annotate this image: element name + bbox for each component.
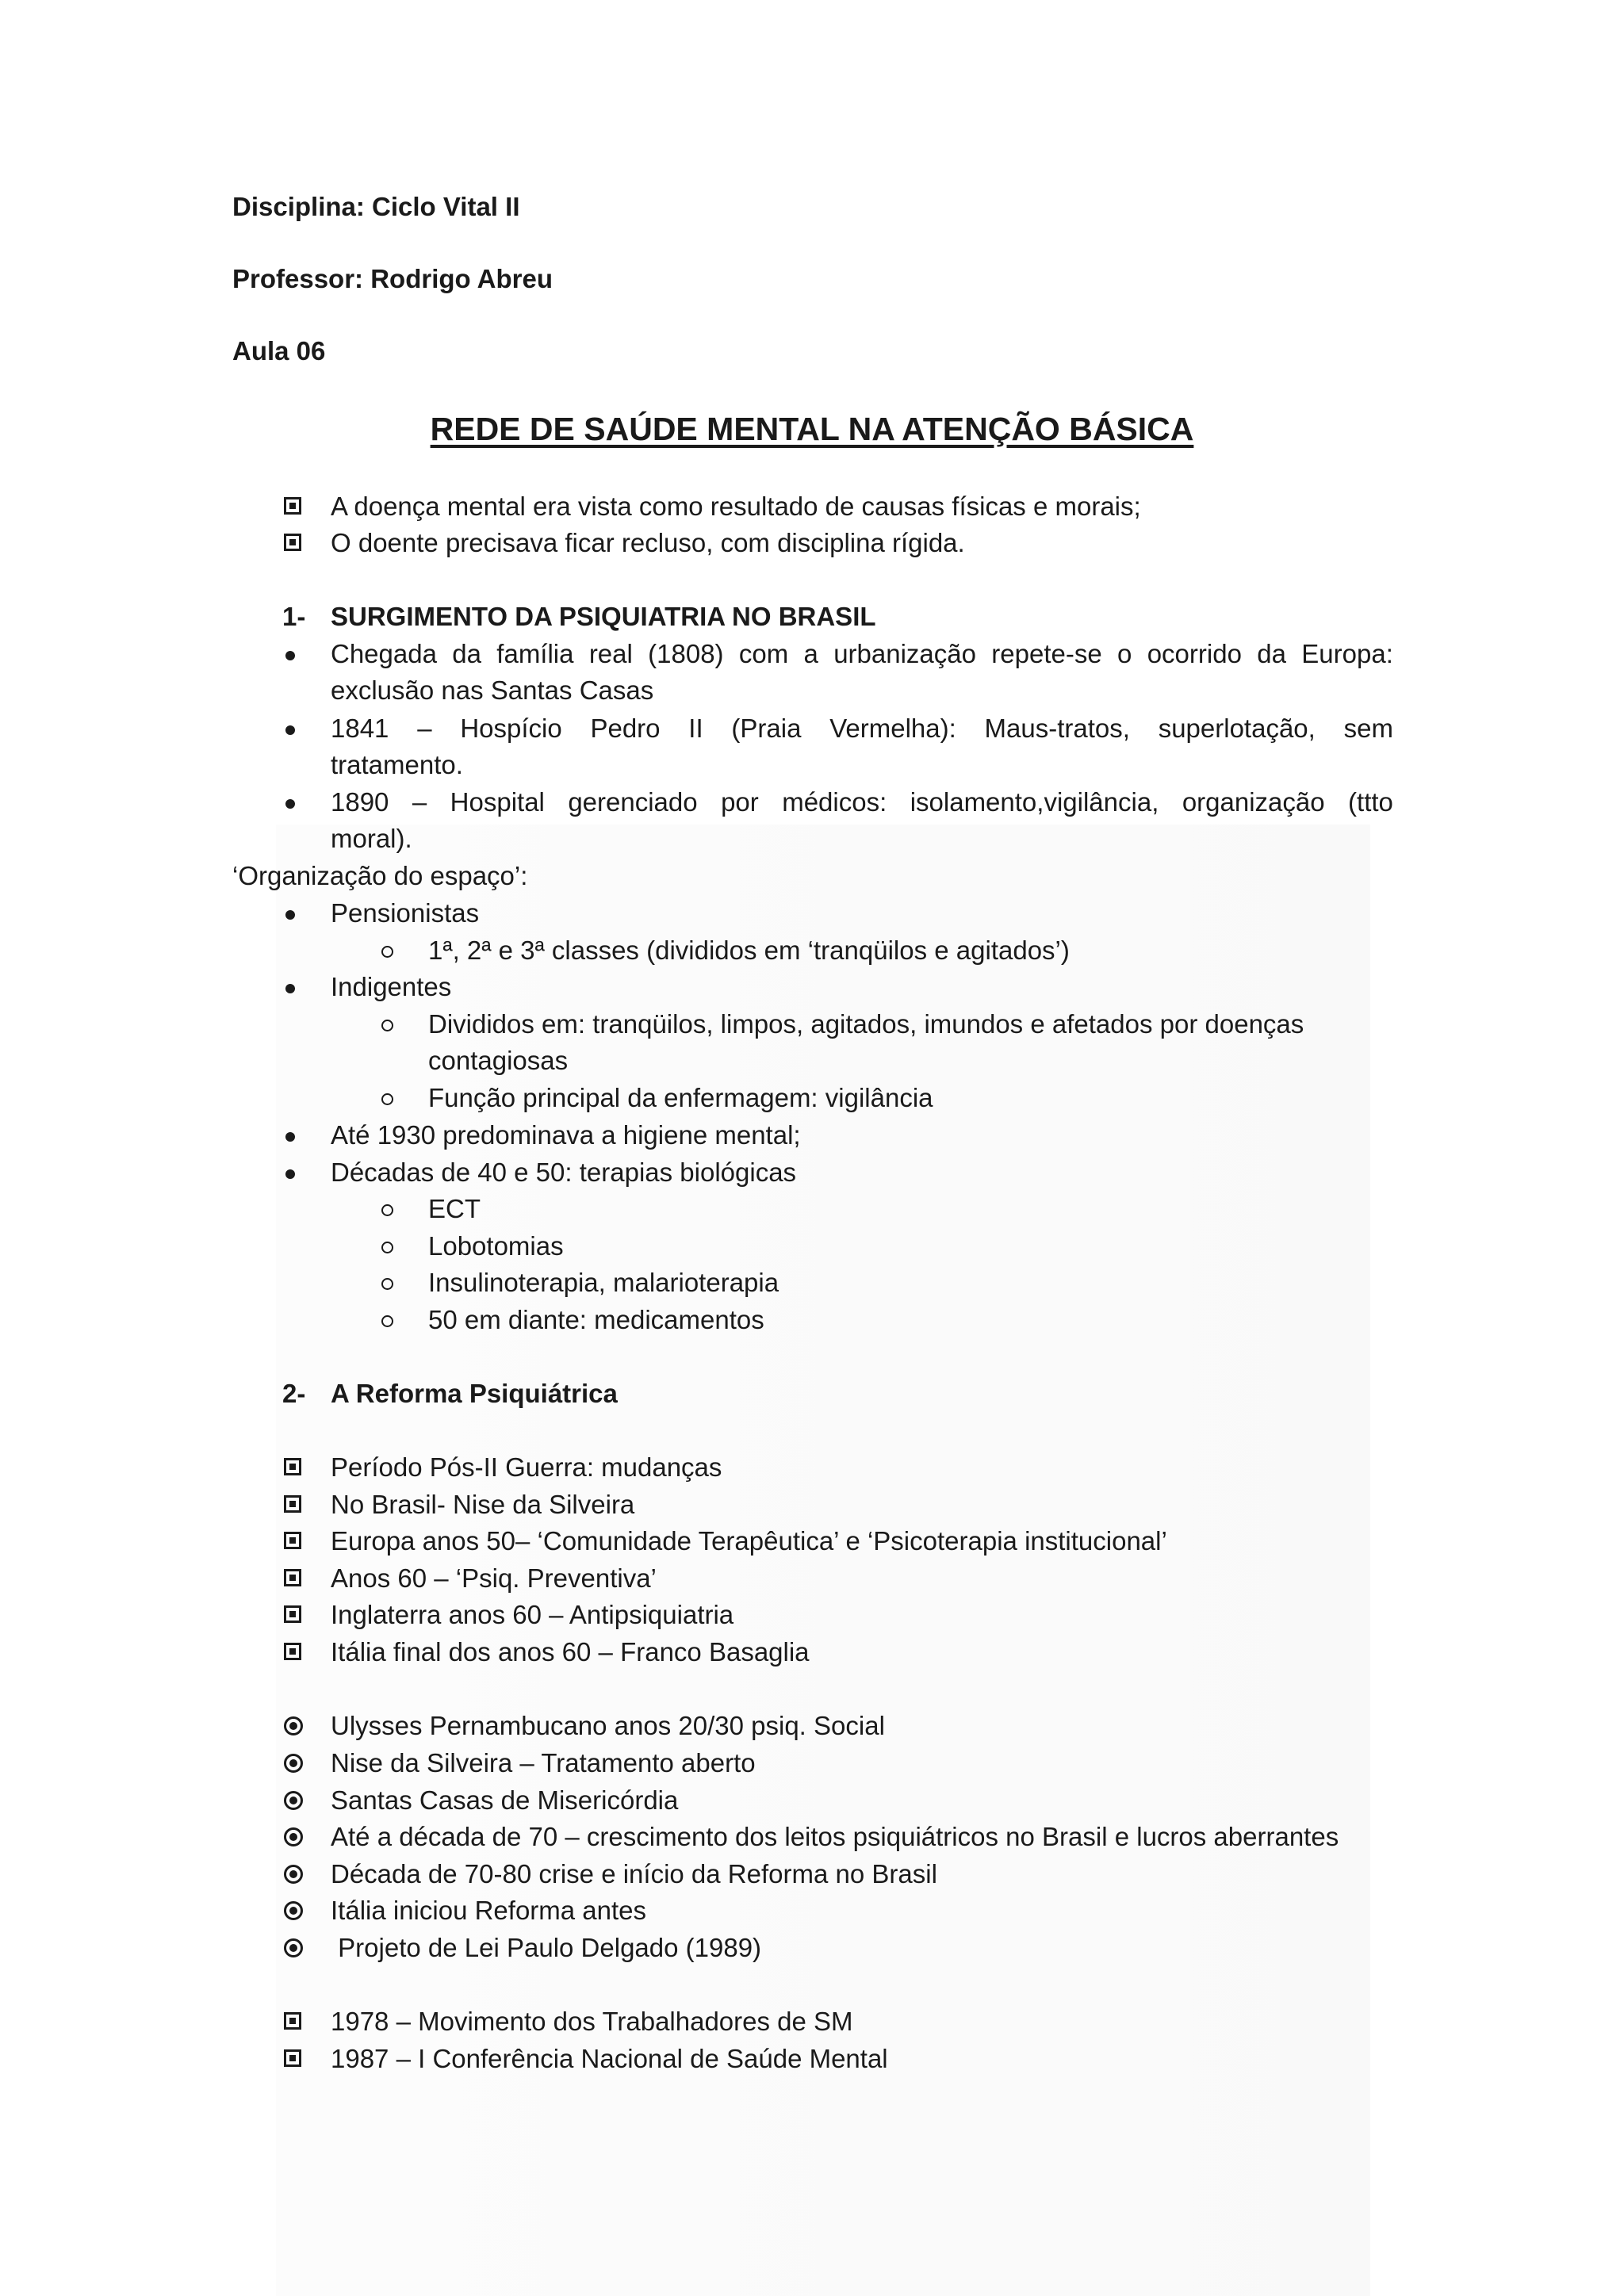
list-item-text: Itália final dos anos 60 – Franco Basaglia: [331, 1637, 810, 1667]
square-bullet-icon: [284, 534, 301, 551]
square-bullet-icon: [284, 2012, 301, 2030]
word: da: [452, 639, 481, 668]
list-item-text: moral).: [331, 824, 412, 853]
list-item-text: Itália iniciou Reforma antes: [331, 1896, 647, 1925]
square-bullet-icon: [284, 497, 301, 515]
section-number: 1-: [282, 602, 306, 631]
section-title: A Reforma Psiquiátrica: [331, 1379, 618, 1408]
space-organization-label: ‘Organização do espaço’:: [232, 861, 528, 890]
word: superlotação,: [1158, 714, 1316, 743]
discipline-label: Disciplina: Ciclo Vital II: [232, 192, 520, 221]
list-item-text: Período Pós-II Guerra: mudanças: [331, 1452, 722, 1482]
square-bullet-icon: [284, 2049, 301, 2067]
radio-bullet-icon: [284, 1901, 303, 1920]
bullet-dot-icon: [285, 1132, 295, 1142]
list-item-text: Pensionistas: [331, 898, 480, 928]
word: II: [688, 714, 703, 743]
sub-list-item-text: Insulinoterapia, malarioterapia: [428, 1268, 779, 1297]
word: isolamento,vigilância,: [910, 787, 1159, 817]
radio-bullet-icon: [284, 1827, 303, 1846]
professor-label: Professor: Rodrigo Abreu: [232, 264, 553, 293]
word: (Praia: [731, 714, 802, 743]
square-bullet-icon: [284, 1532, 301, 1549]
list-item-text: Projeto de Lei Paulo Delgado (1989): [331, 1933, 762, 1962]
list-item-text: [331, 639, 1393, 669]
word: família: [496, 639, 574, 668]
word: por: [721, 787, 759, 817]
bullet-circle-icon: [381, 1242, 393, 1253]
word: Vermelha):: [829, 714, 956, 743]
word: –: [417, 714, 432, 743]
bullet-circle-icon: [381, 1315, 393, 1327]
word: repete-se: [991, 639, 1102, 668]
section-title: SURGIMENTO DA PSIQUIATRIA NO BRASIL: [331, 602, 876, 631]
sub-list-item-text: Divididos em: tranqüilos, limpos, agitados, imundos e afetados por doenças: [428, 1009, 1304, 1039]
bullet-dot-icon: [285, 651, 295, 660]
list-item-text: 1987 – I Conferência Nacional de Saúde Mental: [331, 2044, 888, 2073]
square-bullet-icon: [284, 1643, 301, 1660]
list-item-text: Até 1930 predominava a higiene mental;: [331, 1120, 801, 1150]
radio-bullet-icon: [284, 1938, 303, 1957]
list-item-text: 1978 – Movimento dos Trabalhadores de SM: [331, 2007, 853, 2036]
radio-bullet-icon: [284, 1716, 303, 1735]
list-item-text: exclusão nas Santas Casas: [331, 675, 654, 705]
word: urbanização: [833, 639, 976, 668]
radio-bullet-icon: [284, 1754, 303, 1773]
bullet-circle-icon: [381, 1204, 393, 1216]
list-item-text: O doente precisava ficar recluso, com disciplina rígida.: [331, 528, 965, 557]
bullet-dot-icon: [285, 725, 295, 735]
document-title: REDE DE SAÚDE MENTAL NA ATENÇÃO BÁSICA: [430, 411, 1194, 447]
list-item-text: Santas Casas de Misericórdia: [331, 1785, 679, 1815]
word: –: [412, 787, 427, 817]
word: 1890: [331, 787, 389, 817]
sub-list-item-text: Lobotomias: [428, 1231, 564, 1261]
list-item-text: Inglaterra anos 60 – Antipsiquiatria: [331, 1600, 734, 1629]
list-item-text: No Brasil- Nise da Silveira: [331, 1490, 635, 1519]
list-item-text: Indigentes: [331, 972, 452, 1001]
radio-bullet-icon: [284, 1865, 303, 1884]
list-item-text: Ulysses Pernambucano anos 20/30 psiq. Social: [331, 1711, 885, 1740]
bullet-circle-icon: [381, 946, 393, 958]
word: sem: [1343, 714, 1393, 743]
bullet-dot-icon: [285, 910, 295, 920]
sub-list-item-text: 1ª, 2ª e 3ª classes (divididos em ‘tranqüilos e agitados’): [428, 936, 1070, 965]
word: Pedro: [590, 714, 661, 743]
word: Hospício: [460, 714, 562, 743]
word: Hospital: [450, 787, 545, 817]
list-item-text: Nise da Silveira – Tratamento aberto: [331, 1748, 756, 1777]
word: com: [738, 639, 789, 668]
list-item-text: A doença mental era vista como resultado de causas físicas e morais;: [331, 492, 1141, 521]
list-item-text: Europa anos 50– ‘Comunidade Terapêutica’ e ‘Psicoterapia institucional’: [331, 1526, 1167, 1556]
word: da: [1257, 639, 1286, 668]
square-bullet-icon: [284, 1569, 301, 1586]
bullet-circle-icon: [381, 1020, 393, 1031]
bullet-circle-icon: [381, 1278, 393, 1290]
lesson-label: Aula 06: [232, 336, 326, 365]
word: médicos:: [782, 787, 887, 817]
sub-list-item-text: 50 em diante: medicamentos: [428, 1305, 764, 1334]
sub-list-item-text: Função principal da enfermagem: vigilância: [428, 1083, 933, 1112]
word: 1841: [331, 714, 389, 743]
word: Maus-tratos,: [984, 714, 1130, 743]
list-item-text: [331, 714, 1393, 744]
bullet-dot-icon: [285, 799, 295, 809]
list-item-text: Décadas de 40 e 50: terapias biológicas: [331, 1158, 797, 1187]
word: ocorrido: [1147, 639, 1242, 668]
list-item-text: tratamento.: [331, 750, 463, 779]
sub-list-item-text: contagiosas: [428, 1046, 569, 1075]
list-item-text: Década de 70-80 crise e início da Reforma no Brasil: [331, 1859, 937, 1888]
list-item-text: Anos 60 – ‘Psiq. Preventiva’: [331, 1563, 657, 1593]
radio-bullet-icon: [284, 1791, 303, 1810]
word: (1808): [648, 639, 724, 668]
bullet-circle-icon: [381, 1093, 393, 1105]
bullet-dot-icon: [285, 984, 295, 993]
word: Europa:: [1301, 639, 1393, 668]
word: Chegada: [331, 639, 437, 668]
word: (ttto: [1348, 787, 1393, 817]
bullet-dot-icon: [285, 1169, 295, 1179]
section-number: 2-: [282, 1379, 306, 1408]
word: o: [1117, 639, 1132, 668]
word: organização: [1182, 787, 1325, 817]
word: real: [588, 639, 633, 668]
square-bullet-icon: [284, 1605, 301, 1623]
list-item-text: [331, 787, 1393, 817]
word: a: [803, 639, 818, 668]
sub-list-item-text: ECT: [428, 1194, 481, 1223]
word: gerenciado: [568, 787, 698, 817]
square-bullet-icon: [284, 1495, 301, 1513]
square-bullet-icon: [284, 1458, 301, 1475]
list-item-text: Até a década de 70 – crescimento dos leitos psiquiátricos no Brasil e lucros aberrantes: [331, 1822, 1339, 1851]
